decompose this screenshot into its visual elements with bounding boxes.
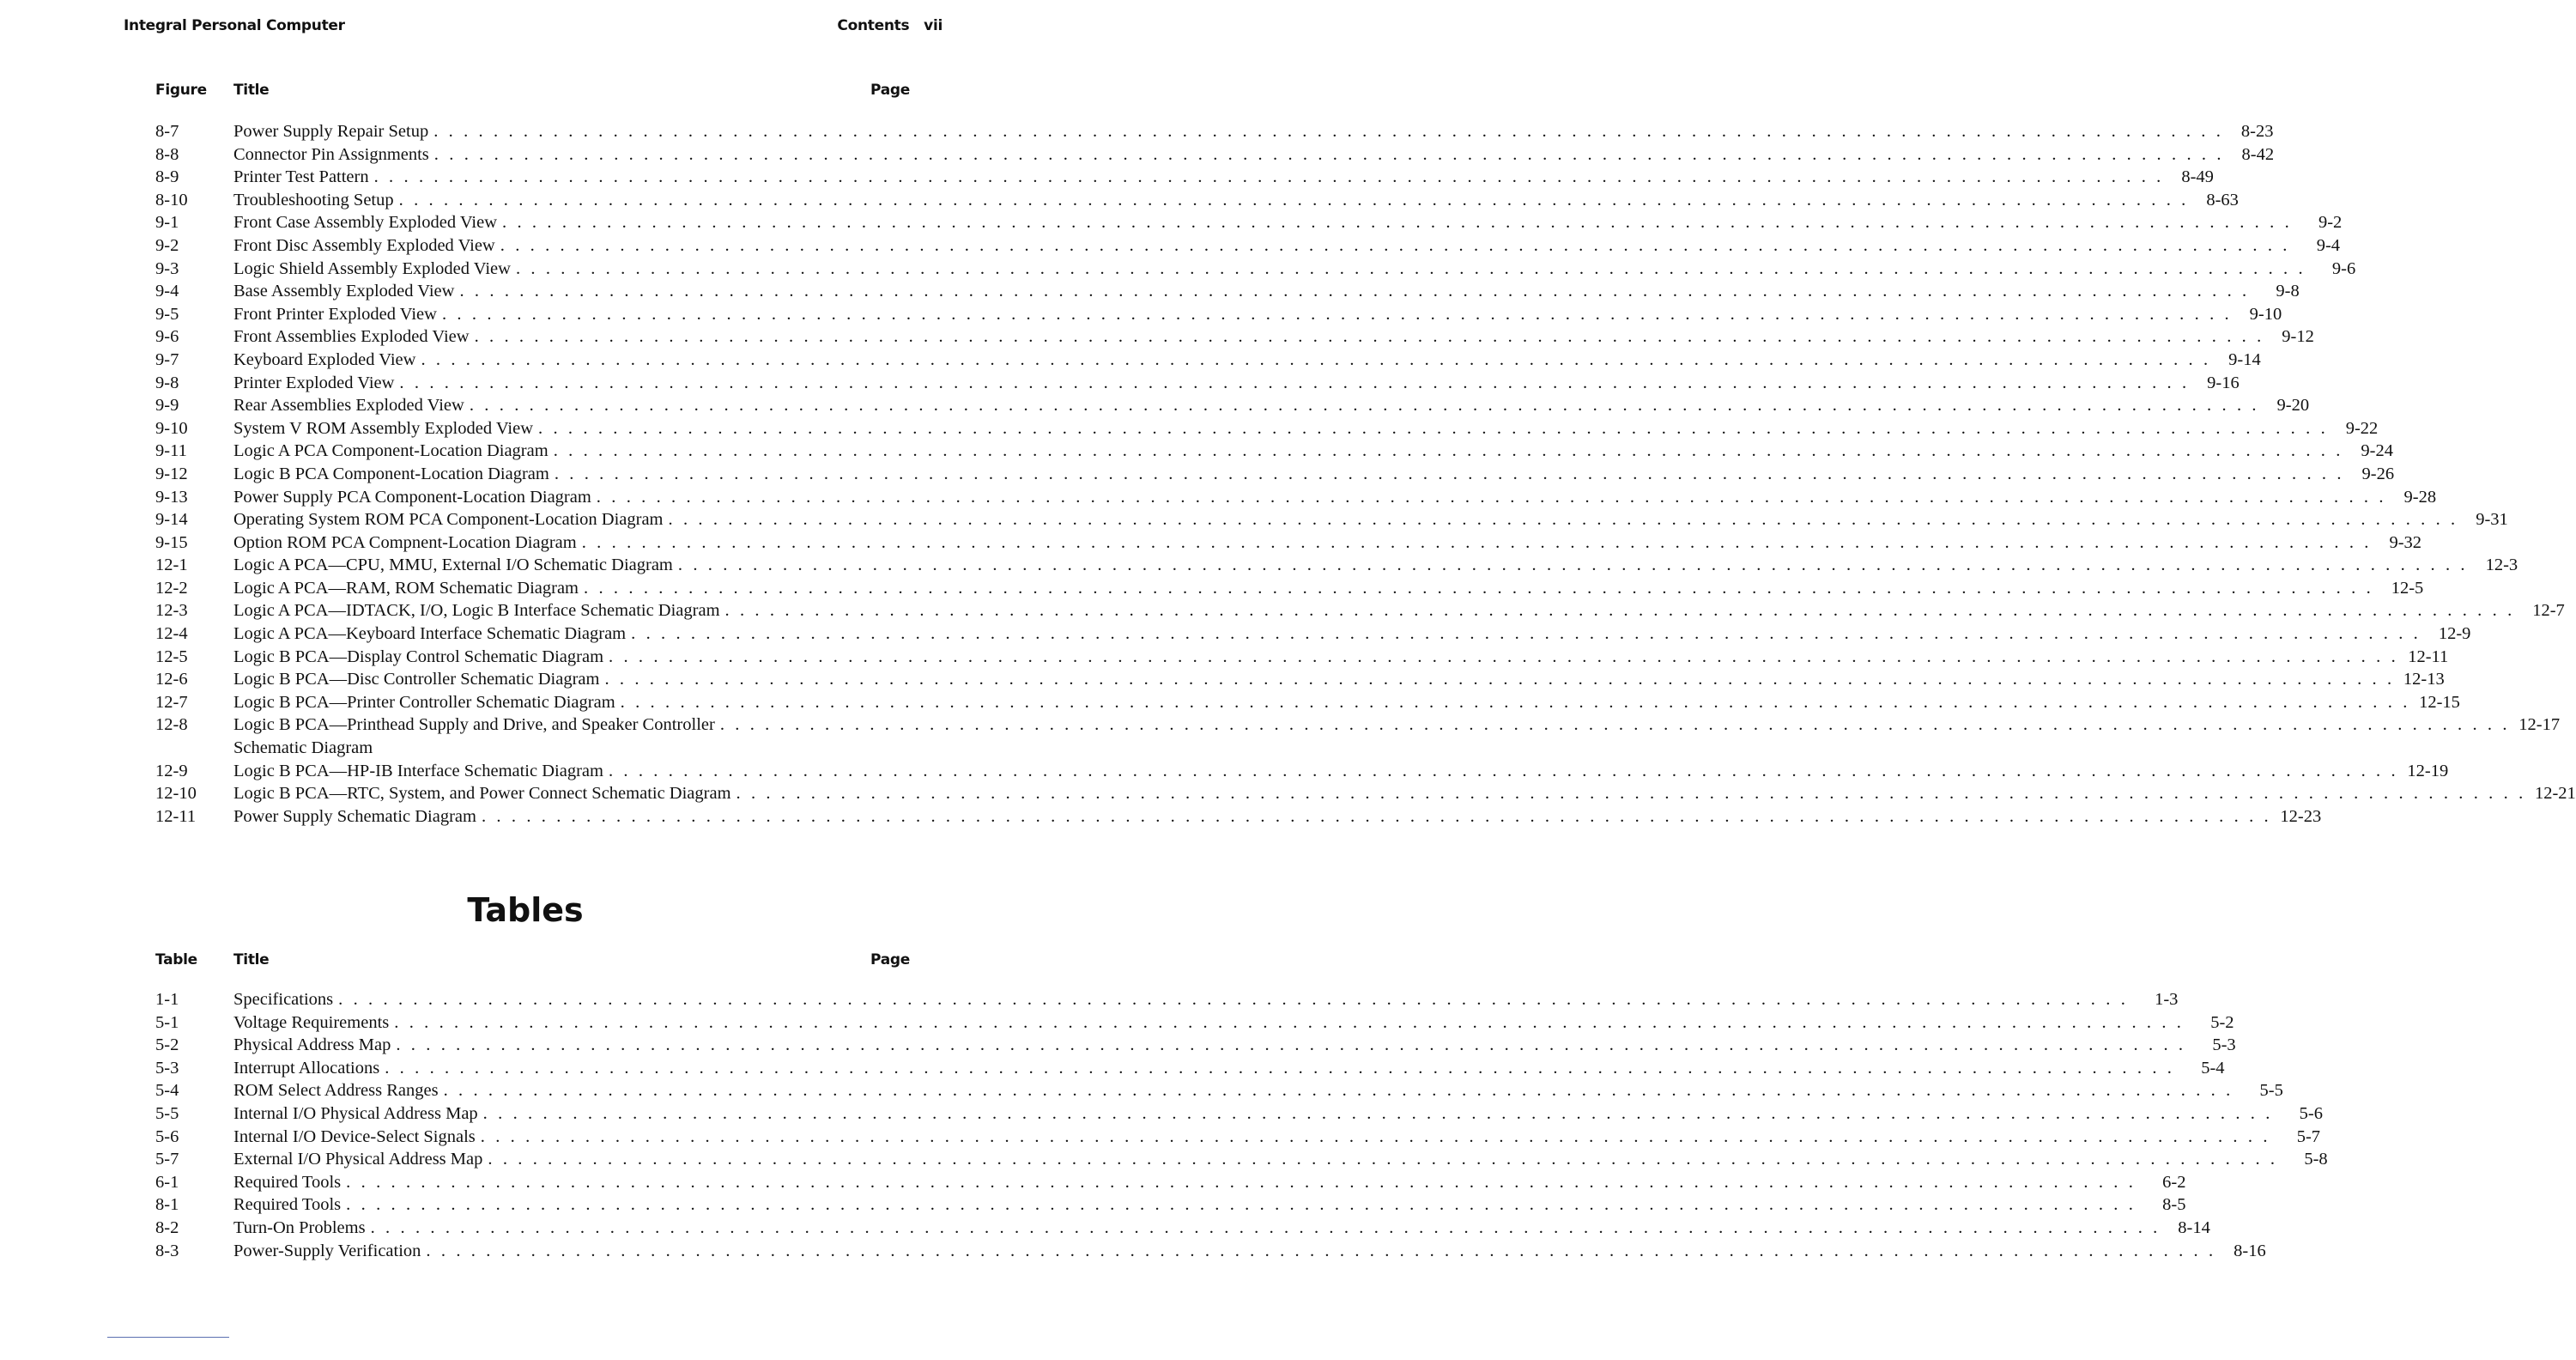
entry-page[interactable]: 9-22 [2345,418,2379,438]
dot-leader: . . . . . . . . . . . . . . . . . . . . . . . . . . . . . . . . . . . . . . . . . . . . . . . . . . . . . . . . . . . . . . . . . . . . . . . . . . . . . . . . . . . . . . . . . . . . . . . . . . . . . . . . . . . . . . . . . . . . . . . . [719,715,2511,735]
entry-number: 5-3 [155,1058,179,1078]
entry-title-wrap [233,1011,2185,1035]
dot-leader: . . . . . . . . . . . . . . . . . . . . . . . . . . . . . . . . . . . . . . . . . . . . . . . . . . . . . . . . . . . . . . . . . . . . . . . . . . . . . . . . . . . . . . . . . . . . . . . . . . . . . . . . . . . . . . . . . . . . . . . . [443,1081,2234,1101]
figure-entry [155,782,2576,805]
entry-title-wrap [233,349,2211,372]
entry-title[interactable]: Front Case Assembly Exploded View [233,213,498,233]
dot-leader: . . . . . . . . . . . . . . . . . . . . . . . . . . . . . . . . . . . . . . . . . . . . . . . . . . . . . . . . . . . . . . . . . . . . . . . . . . . . . . . . . . . . . . . . . . . . . . . . . . . . . . . . . . . . . . . . . . . . . . . . [488,1150,2278,1169]
entry-title[interactable]: Specifications [233,990,334,1009]
table-entry [155,1011,2234,1035]
entry-title-wrap [233,988,2128,1011]
entry-title[interactable]: Logic Shield Assembly Exploded View [233,258,511,278]
table-entry [155,1126,2321,1149]
table-entry [155,1034,2236,1057]
entry-title[interactable]: Voltage Requirements [233,1012,390,1032]
entry-title-wrap [233,554,2468,577]
entry-title[interactable]: Operating System ROM PCA Component-Location Diagram [233,510,664,530]
dot-leader: . . . . . . . . . . . . . . . . . . . . . . . . . . . . . . . . . . . . . . . . . . . . . . . . . . . . . . . . . . . . . . . . . . . . . . . . . . . . . . . . . . . . . . . . . . . . . . . . . . . . . . . . . . . . . . . . . . . . . . . . [346,1195,2137,1215]
entry-title-wrap [233,577,2373,600]
entry-title-wrap [233,166,2164,189]
entry-number: 12-4 [155,624,188,644]
entry-title[interactable]: Front Disc Assembly Exploded View [233,235,495,255]
entry-page[interactable]: 8-16 [2234,1241,2266,1260]
entry-number: 12-5 [155,647,188,666]
entry-title-wrap [233,211,2292,234]
entry-page[interactable]: 12-11 [2408,647,2449,666]
entry-page[interactable]: 12-9 [2438,624,2471,644]
entry-page[interactable]: 5-8 [2304,1150,2328,1169]
dot-leader: . . . . . . . . . . . . . . . . . . . . . . . . . . . . . . . . . . . . . . . . . . . . . . . . . . . . . . . . . . . . . . . . . . . . . . . . . . . . . . . . . . . . . . . . . . . . . . . . . . . . . . . . . . . . . . . . . . . . . . . . [581,532,2373,552]
dot-leader: . . . . . . . . . . . . . . . . . . . . . . . . . . . . . . . . . . . . . . . . . . . . . . . . . . . . . . . . . . . . . . . . . . . . . . . . . . . . . . . . . . . . . . . . . . . . . . . . . . . . . . . . . . . . . . . . . . . . . . . . [426,1241,2216,1260]
entry-page[interactable]: 6-2 [2162,1172,2186,1192]
entry-title-wrap [233,143,2224,167]
entry-title-wrap [233,417,2328,440]
entry-title-wrap [233,646,2398,669]
page-number: vii [924,17,943,34]
entry-number: 5-6 [155,1126,179,1146]
dot-leader: . . . . . . . . . . . . . . . . . . . . . . . . . . . . . . . . . . . . . . . . . . . . . . . . . . . . . . . . . . . . . . . . . . . . . . . . . . . . . . . . . . . . . . . . . . . . . . . . . . . . . . . . . . . . . . . . . . . . . . . . [433,122,2224,141]
figure-entry [155,713,2561,759]
entry-page[interactable]: 8-23 [2240,122,2274,141]
entry-title-wrap [233,258,2306,281]
entry-title-wrap [233,303,2232,326]
entry-number: 9-6 [155,327,179,347]
entry-page[interactable]: 9-24 [2361,441,2393,461]
table-entry [155,1217,2210,1240]
figures-list [155,120,2576,828]
entry-page[interactable]: 5-4 [2201,1058,2225,1078]
dot-leader: . . . . . . . . . . . . . . . . . . . . . . . . . . . . . . . . . . . . . . . . . . . . . . . . . . . . . . . . . . . . . . . . . . . . . . . . . . . . . . . . . . . . . . . . . . . . . . . . . . . . . . . . . . . . . . . . . . . . . . . . [421,349,2211,369]
entry-number: 12-2 [155,578,188,598]
entry-page[interactable]: 9-6 [2331,258,2356,278]
entry-title[interactable]: Logic B PCA—RTC, System, and Power Connect Schematic Diagram [233,784,731,804]
entry-title-wrap [233,622,2421,646]
figure-entry [155,166,2214,189]
dot-leader: . . . . . . . . . . . . . . . . . . . . . . . . . . . . . . . . . . . . . . . . . . . . . . . . . . . . . . . . . . . . . . . . . . . . . . . . . . . . . . . . . . . . . . . . . . . . . . . . . . . . . . . . . . . . . . . . . . . . . . . . [433,144,2225,164]
entry-title[interactable]: Internal I/O Device-Select Signals [233,1126,476,1146]
entry-number: 9-7 [155,349,179,369]
table-entry [155,1193,2186,1217]
entry-number: 9-8 [155,373,179,392]
dot-leader: . . . . . . . . . . . . . . . . . . . . . . . . . . . . . . . . . . . . . . . . . . . . . . . . . . . . . . . . . . . . . . . . . . . . . . . . . . . . . . . . . . . . . . . . . . . . . . . . . . . . . . . . . . . . . . . . . . . . . . . . [346,1172,2137,1192]
entry-title[interactable]: Logic A PCA—CPU, MMU, External I/O Schematic Diagram [233,556,673,575]
dot-leader: . . . . . . . . . . . . . . . . . . . . . . . . . . . . . . . . . . . . . . . . . . . . . . . . . . . . . . . . . . . . . . . . . . . . . . . . . . . . . . . . . . . . . . . . . . . . . . . . . . . . . . . . . . . . . . . . . . . . . . . . [515,258,2306,278]
entry-title[interactable]: Logic B PCA—Display Control Schematic Diagram [233,647,604,666]
figure-entry [155,258,2356,281]
figure-entry [155,463,2395,486]
figure-entry [155,691,2460,714]
entry-page[interactable]: 9-14 [2228,349,2261,369]
entry-page[interactable]: 5-5 [2259,1081,2283,1101]
entry-title[interactable]: Troubleshooting Setup [233,190,394,209]
entry-title[interactable]: Power Supply Repair Setup [233,122,429,141]
entry-page[interactable]: 9-8 [2276,282,2300,301]
entry-page[interactable]: 9-2 [2318,213,2343,233]
entry-page[interactable]: 12-3 [2485,556,2518,575]
entry-title-wrap [233,1148,2278,1171]
figure-entry [155,554,2518,577]
entry-page[interactable]: 5-2 [2210,1012,2234,1032]
dot-leader: . . . . . . . . . . . . . . . . . . . . . . . . . . . . . . . . . . . . . . . . . . . . . . . . . . . . . . . . . . . . . . . . . . . . . . . . . . . . . . . . . . . . . . . . . . . . . . . . . . . . . . . . . . . . . . . . . . . . . . . . [736,784,2526,804]
entry-title-wrap [233,234,2290,258]
figure-entry [155,372,2240,395]
entry-title[interactable]: Printer Exploded View [233,373,395,392]
dot-leader: . . . . . . . . . . . . . . . . . . . . . . . . . . . . . . . . . . . . . . . . . . . . . . . . . . . . . . . . . . . . . . . . . . . . . . . . . . . . . . . . . . . . . . . . . . . . . . . . . . . . . . . . . . . . . . . . . . . . . . . . [620,692,2410,712]
entry-number: 12-3 [155,601,188,621]
entry-title-continued: Schematic Diagram [233,738,373,758]
figure-entry [155,599,2565,622]
entry-page[interactable]: 12-21 [2534,784,2576,804]
entry-number: 5-4 [155,1081,179,1101]
entry-number: 9-1 [155,213,179,233]
entry-page[interactable]: 12-19 [2407,761,2449,780]
entry-title[interactable]: Power-Supply Verification [233,1241,421,1260]
entry-number: 12-11 [155,806,197,826]
dot-leader: . . . . . . . . . . . . . . . . . . . . . . . . . . . . . . . . . . . . . . . . . . . . . . . . . . . . . . . . . . . . . . . . . . . . . . . . . . . . . . . . . . . . . . . . . . . . . . . . . . . . . . . . . . . . . . . . . . . . . . . . [609,647,2399,666]
entry-number: 8-10 [155,190,188,209]
dot-leader: . . . . . . . . . . . . . . . . . . . . . . . . . . . . . . . . . . . . . . . . . . . . . . . . . . . . . . . . . . . . . . . . . . . . . . . . . . . . . . . . . . . . . . . . . . . . . . . . . . . . . . . . . . . . . . . . . . . . . . . . [677,556,2469,575]
entry-page[interactable]: 12-15 [2419,692,2460,712]
entry-title-wrap [233,120,2223,143]
table-entry [155,1240,2266,1263]
dot-leader: . . . . . . . . . . . . . . . . . . . . . . . . . . . . . . . . . . . . . . . . . . . . . . . . . . . . . . . . . . . . . . . . . . . . . . . . . . . . . . . . . . . . . . . . . . . . . . . . . . . . . . . . . . . . . . . . . . . . . . . . [398,190,2189,209]
entry-page[interactable]: 9-20 [2276,396,2310,416]
dot-leader: . . . . . . . . . . . . . . . . . . . . . . . . . . . . . . . . . . . . . . . . . . . . . . . . . . . . . . . . . . . . . . . . . . . . . . . . . . . . . . . . . . . . . . . . . . . . . . . . . . . . . . . . . . . . . . . . . . . . . . . . [502,213,2293,233]
dot-leader: . . . . . . . . . . . . . . . . . . . . . . . . . . . . . . . . . . . . . . . . . . . . . . . . . . . . . . . . . . . . . . . . . . . . . . . . . . . . . . . . . . . . . . . . . . . . . . . . . . . . . . . . . . . . . . . . . . . . . . . . [441,304,2233,324]
dot-leader: . . . . . . . . . . . . . . . . . . . . . . . . . . . . . . . . . . . . . . . . . . . . . . . . . . . . . . . . . . . . . . . . . . . . . . . . . . . . . . . . . . . . . . . . . . . . . . . . . . . . . . . . . . . . . . . . . . . . . . . . [459,282,2250,301]
entry-title-wrap [233,325,2264,349]
entry-number: 5-2 [155,1035,179,1055]
dot-leader: . . . . . . . . . . . . . . . . . . . . . . . . . . . . . . . . . . . . . . . . . . . . . . . . . . . . . . . . . . . . . . . . . . . . . . . . . . . . . . . . . . . . . . . . . . . . . . . . . . . . . . . . . . . . . . . . . . . . . . . . [724,601,2515,621]
figure-entry [155,622,2471,646]
figure-entry [155,280,2300,303]
figure-entry [155,349,2261,372]
entry-title[interactable]: Power Supply PCA Component-Location Diagram [233,487,591,507]
entry-title[interactable]: Turn-On Problems [233,1217,366,1237]
entry-number: 8-1 [155,1195,179,1215]
entry-number: 9-14 [155,510,188,530]
dot-leader: . . . . . . . . . . . . . . . . . . . . . . . . . . . . . . . . . . . . . . . . . . . . . . . . . . . . . . . . . . . . . . . . . . . . . . . . . . . . . . . . . . . . . . . . . . . . . . . . . . . . . . . . . . . . . . . . . . . . . . . . [469,396,2260,416]
footer-rule [107,1337,229,1338]
entry-title[interactable]: Power Supply Schematic Diagram [233,806,476,826]
entry-number: 8-3 [155,1241,179,1260]
entry-page[interactable]: 9-10 [2249,304,2282,324]
figure-entry [155,577,2424,600]
entry-title-wrap [233,1240,2216,1263]
dot-leader: . . . . . . . . . . . . . . . . . . . . . . . . . . . . . . . . . . . . . . . . . . . . . . . . . . . . . . . . . . . . . . . . . . . . . . . . . . . . . . . . . . . . . . . . . . . . . . . . . . . . . . . . . . . . . . . . . . . . . . . . [394,1012,2185,1032]
entry-title[interactable]: Logic A PCA—RAM, ROM Schematic Diagram [233,578,579,598]
figure-entry [155,440,2393,463]
entry-page[interactable]: 9-12 [2282,327,2314,347]
entry-title[interactable]: ROM Select Address Ranges [233,1081,439,1101]
entry-title-wrap [233,1102,2273,1126]
entry-number: 9-13 [155,487,188,507]
tables-col-page: Page [870,951,910,968]
tables-heading: Tables [467,891,584,929]
entry-page[interactable]: 12-5 [2391,578,2424,598]
entry-title-wrap [233,189,2189,212]
figure-entry [155,486,2437,509]
entry-title-wrap [233,280,2250,303]
figures-col-number: Figure [155,82,207,99]
dot-leader: . . . . . . . . . . . . . . . . . . . . . . . . . . . . . . . . . . . . . . . . . . . . . . . . . . . . . . . . . . . . . . . . . . . . . . . . . . . . . . . . . . . . . . . . . . . . . . . . . . . . . . . . . . . . . . . . . . . . . . . . [385,1058,2175,1078]
entry-title-wrap [233,1079,2234,1102]
entry-page[interactable]: 5-3 [2212,1035,2236,1055]
table-entry [155,1079,2283,1102]
entry-page[interactable]: 8-42 [2241,144,2275,164]
dot-leader: . . . . . . . . . . . . . . . . . . . . . . . . . . . . . . . . . . . . . . . . . . . . . . . . . . . . . . . . . . . . . . . . . . . . . . . . . . . . . . . . . . . . . . . . . . . . . . . . . . . . . . . . . . . . . . . . . . . . . . . . [538,418,2329,438]
entry-title[interactable]: Internal I/O Physical Address Map [233,1103,478,1123]
entry-title[interactable]: External I/O Physical Address Map [233,1150,483,1169]
dot-leader: . . . . . . . . . . . . . . . . . . . . . . . . . . . . . . . . . . . . . . . . . . . . . . . . . . . . . . . . . . . . . . . . . . . . . . . . . . . . . . . . . . . . . . . . . . . . . . . . . . . . . . . . . . . . . . . . . . . . . . . . [596,487,2387,507]
entry-title-wrap [233,713,2510,759]
figure-entry [155,668,2445,691]
entry-title-wrap [233,486,2386,509]
entry-title[interactable]: Base Assembly Exploded View [233,282,455,301]
figure-entry [155,805,2322,829]
entry-title[interactable]: Logic B PCA—Printhead Supply and Drive, and Speaker Controller [233,715,715,735]
entry-title[interactable]: Connector Pin Assignments [233,144,429,164]
entry-title[interactable]: Logic A PCA Component-Location Diagram [233,441,549,461]
figure-entry [155,417,2379,440]
dot-leader: . . . . . . . . . . . . . . . . . . . . . . . . . . . . . . . . . . . . . . . . . . . . . . . . . . . . . . . . . . . . . . . . . . . . . . . . . . . . . . . . . . . . . . . . . . . . . . . . . . . . . . . . . . . . . . . . . . . . . . . . [481,806,2272,826]
dot-leader: . . . . . . . . . . . . . . . . . . . . . . . . . . . . . . . . . . . . . . . . . . . . . . . . . . . . . . . . . . . . . . . . . . . . . . . . . . . . . . . . . . . . . . . . . . . . . . . . . . . . . . . . . . . . . . . . . . . . . . . . [631,624,2421,644]
tables-list [155,988,2328,1262]
entry-page[interactable]: 9-26 [2361,464,2395,483]
entry-page[interactable]: 9-4 [2316,235,2341,255]
dot-leader: . . . . . . . . . . . . . . . . . . . . . . . . . . . . . . . . . . . . . . . . . . . . . . . . . . . . . . . . . . . . . . . . . . . . . . . . . . . . . . . . . . . . . . . . . . . . . . . . . . . . . . . . . . . . . . . . . . . . . . . . [482,1103,2273,1123]
entry-page[interactable]: 8-5 [2162,1195,2186,1215]
entry-title-wrap [233,463,2344,486]
figure-entry [155,325,2314,349]
table-entry [155,988,2179,1011]
entry-title[interactable]: System V ROM Assembly Exploded View [233,418,534,438]
dot-leader: . . . . . . . . . . . . . . . . . . . . . . . . . . . . . . . . . . . . . . . . . . . . . . . . . . . . . . . . . . . . . . . . . . . . . . . . . . . . . . . . . . . . . . . . . . . . . . . . . . . . . . . . . . . . . . . . . . . . . . . . [373,167,2164,187]
entry-number: 8-2 [155,1217,179,1237]
entry-title[interactable]: Keyboard Exploded View [233,349,416,369]
entry-title-wrap [233,1057,2175,1080]
entry-title-wrap [233,1034,2186,1057]
entry-title-wrap [233,599,2515,622]
dot-leader: . . . . . . . . . . . . . . . . . . . . . . . . . . . . . . . . . . . . . . . . . . . . . . . . . . . . . . . . . . . . . . . . . . . . . . . . . . . . . . . . . . . . . . . . . . . . . . . . . . . . . . . . . . . . . . . . . . . . . . . . [370,1217,2161,1237]
entry-number: 12-8 [155,715,188,735]
table-entry [155,1148,2328,1171]
dot-leader: . . . . . . . . . . . . . . . . . . . . . . . . . . . . . . . . . . . . . . . . . . . . . . . . . . . . . . . . . . . . . . . . . . . . . . . . . . . . . . . . . . . . . . . . . . . . . . . . . . . . . . . . . . . . . . . . . . . . . . . . [474,327,2264,347]
figure-entry [155,234,2341,258]
entry-title-wrap [233,1126,2270,1149]
entry-number: 12-7 [155,692,188,712]
entry-title-wrap [233,668,2395,691]
entry-page[interactable]: 5-6 [2299,1103,2323,1123]
entry-title-wrap [233,372,2190,395]
figure-entry [155,760,2449,783]
figure-entry [155,120,2274,143]
entry-number: 9-9 [155,396,179,416]
entry-number: 8-7 [155,122,179,141]
dot-leader: . . . . . . . . . . . . . . . . . . . . . . . . . . . . . . . . . . . . . . . . . . . . . . . . . . . . . . . . . . . . . . . . . . . . . . . . . . . . . . . . . . . . . . . . . . . . . . . . . . . . . . . . . . . . . . . . . . . . . . . . [553,441,2343,461]
entry-number: 12-1 [155,556,188,575]
figure-entry [155,394,2310,417]
table-entry [155,1171,2186,1194]
entry-number: 1-1 [155,990,179,1009]
figure-entry [155,143,2275,167]
entry-title[interactable]: Physical Address Map [233,1035,391,1055]
dot-leader: . . . . . . . . . . . . . . . . . . . . . . . . . . . . . . . . . . . . . . . . . . . . . . . . . . . . . . . . . . . . . . . . . . . . . . . . . . . . . . . . . . . . . . . . . . . . . . . . . . . . . . . . . . . . . . . . . . . . . . . . [608,761,2399,780]
figures-col-title: Title [233,82,270,99]
dot-leader: . . . . . . . . . . . . . . . . . . . . . . . . . . . . . . . . . . . . . . . . . . . . . . . . . . . . . . . . . . . . . . . . . . . . . . . . . . . . . . . . . . . . . . . . . . . . . . . . . . . . . . . . . . . . . . . . . . . . . . . . [480,1126,2271,1146]
entry-number: 9-3 [155,258,179,278]
entry-title-wrap [233,440,2343,463]
entry-title[interactable]: Required Tools [233,1195,342,1215]
dot-leader: . . . . . . . . . . . . . . . . . . . . . . . . . . . . . . . . . . . . . . . . . . . . . . . . . . . . . . . . . . . . . . . . . . . . . . . . . . . . . . . . . . . . . . . . . . . . . . . . . . . . . . . . . . . . . . . . . . . . . . . . [668,510,2458,530]
entry-title[interactable]: Option ROM PCA Compnent-Location Diagram [233,532,577,552]
entry-page[interactable]: 9-31 [2476,510,2508,530]
entry-title[interactable]: Logic A PCA—IDTACK, I/O, Logic B Interface Schematic Diagram [233,601,720,621]
entry-title[interactable]: Rear Assemblies Exploded View [233,396,464,416]
entry-number: 8-8 [155,144,179,164]
dot-leader: . . . . . . . . . . . . . . . . . . . . . . . . . . . . . . . . . . . . . . . . . . . . . . . . . . . . . . . . . . . . . . . . . . . . . . . . . . . . . . . . . . . . . . . . . . . . . . . . . . . . . . . . . . . . . . . . . . . . . . . . [554,464,2345,483]
figure-entry [155,303,2282,326]
entry-number: 9-10 [155,418,188,438]
entry-page[interactable]: 12-17 [2518,715,2561,735]
figure-entry [155,211,2343,234]
entry-title[interactable]: Front Printer Exploded View [233,304,437,324]
entry-number: 9-12 [155,464,188,483]
entry-number: 6-1 [155,1172,179,1192]
figures-col-page: Page [870,82,910,99]
entry-number: 9-2 [155,235,179,255]
entry-title-wrap [233,508,2458,531]
running-header-section [837,17,943,34]
entry-number: 12-9 [155,761,188,780]
figure-entry [155,531,2422,555]
entry-title[interactable]: Logic B PCA—HP-IB Interface Schematic Diagram [233,761,603,780]
entry-title-wrap [233,531,2372,555]
entry-number: 5-1 [155,1012,179,1032]
entry-page[interactable]: 12-13 [2403,670,2445,689]
entry-title[interactable]: Logic B PCA—Printer Controller Schematic Diagram [233,692,615,712]
section-name: Contents [837,17,910,34]
table-entry [155,1102,2323,1126]
tables-col-title: Title [233,951,270,968]
figure-entry [155,508,2508,531]
figure-entry [155,646,2449,669]
entry-title-wrap [233,805,2271,829]
entry-page[interactable]: 9-32 [2389,532,2422,552]
entry-title-wrap [233,760,2398,783]
entry-title-wrap [233,1171,2136,1194]
entry-number: 12-10 [155,784,197,804]
entry-title-wrap [233,1217,2161,1240]
entry-number: 9-5 [155,304,179,324]
entry-title[interactable]: Logic A PCA—Keyboard Interface Schematic Diagram [233,624,627,644]
entry-page[interactable]: 1-3 [2155,990,2179,1009]
entry-page[interactable]: 12-7 [2532,601,2565,621]
entry-number: 5-5 [155,1103,179,1123]
dot-leader: . . . . . . . . . . . . . . . . . . . . . . . . . . . . . . . . . . . . . . . . . . . . . . . . . . . . . . . . . . . . . . . . . . . . . . . . . . . . . . . . . . . . . . . . . . . . . . . . . . . . . . . . . . . . . . . . . . . . . . . . [604,670,2395,689]
entry-page[interactable]: 8-49 [2181,167,2214,187]
dot-leader: . . . . . . . . . . . . . . . . . . . . . . . . . . . . . . . . . . . . . . . . . . . . . . . . . . . . . . . . . . . . . . . . . . . . . . . . . . . . . . . . . . . . . . . . . . . . . . . . . . . . . . . . . . . . . . . . . . . . . . . . [396,1035,2186,1055]
entry-number: 9-4 [155,282,179,301]
entry-page[interactable]: 5-7 [2296,1126,2321,1146]
entry-title-wrap [233,1193,2136,1217]
entry-title[interactable]: Logic B PCA—Disc Controller Schematic Diagram [233,670,600,689]
dot-leader: . . . . . . . . . . . . . . . . . . . . . . . . . . . . . . . . . . . . . . . . . . . . . . . . . . . . . . . . . . . . . . . . . . . . . . . . . . . . . . . . . . . . . . . . . . . . . . . . . . . . . . . . . . . . . . . . . . . . . . . . [500,235,2291,255]
entry-title-wrap [233,782,2526,805]
entry-number: 9-11 [155,441,187,461]
dot-leader: . . . . . . . . . . . . . . . . . . . . . . . . . . . . . . . . . . . . . . . . . . . . . . . . . . . . . . . . . . . . . . . . . . . . . . . . . . . . . . . . . . . . . . . . . . . . . . . . . . . . . . . . . . . . . . . . . . . . . . . . [399,373,2190,392]
entry-title-wrap [233,691,2410,714]
entry-title[interactable]: Printer Test Pattern [233,167,369,187]
entry-page[interactable]: 9-28 [2403,487,2437,507]
figure-entry [155,189,2239,212]
dot-leader: . . . . . . . . . . . . . . . . . . . . . . . . . . . . . . . . . . . . . . . . . . . . . . . . . . . . . . . . . . . . . . . . . . . . . . . . . . . . . . . . . . . . . . . . . . . . . . . . . . . . . . . . . . . . . . . . . . . . . . . . [584,578,2374,598]
running-header-title: Integral Personal Computer [124,17,345,34]
entry-title[interactable]: Interrupt Allocations [233,1058,380,1078]
entry-page[interactable]: 8-63 [2206,190,2239,209]
entry-title[interactable]: Required Tools [233,1172,342,1192]
entry-title-wrap [233,394,2259,417]
entry-title[interactable]: Front Assemblies Exploded View [233,327,470,347]
entry-title[interactable]: Logic B PCA Component-Location Diagram [233,464,549,483]
entry-page[interactable]: 8-14 [2178,1217,2210,1237]
table-entry [155,1057,2225,1080]
entry-number: 9-15 [155,532,188,552]
entry-number: 5-7 [155,1150,179,1169]
dot-leader: . . . . . . . . . . . . . . . . . . . . . . . . . . . . . . . . . . . . . . . . . . . . . . . . . . . . . . . . . . . . . . . . . . . . . . . . . . . . . . . . . . . . . . . . . . . . . . . . . . . . . . . . . . . . . . . . . . . . . . . . [338,990,2129,1009]
entry-number: 12-6 [155,670,188,689]
entry-page[interactable]: 12-23 [2280,806,2322,826]
entry-page[interactable]: 9-16 [2207,373,2240,392]
tables-col-number: Table [155,951,197,968]
entry-number: 8-9 [155,167,179,187]
